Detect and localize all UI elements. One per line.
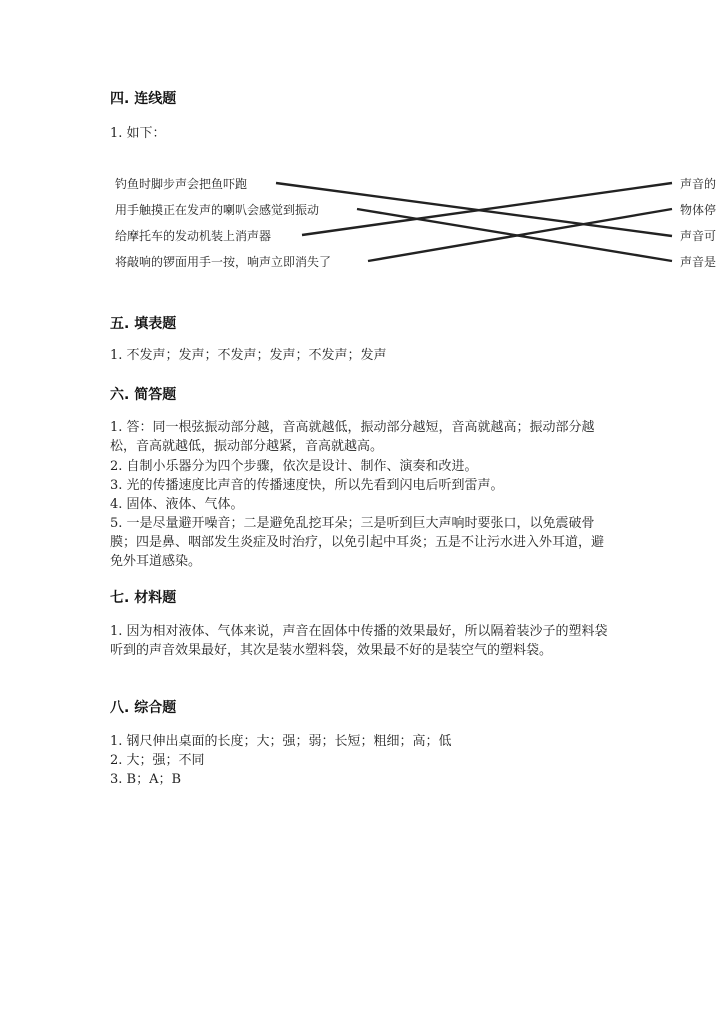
section-8-item-3: 3. B；A；B — [110, 772, 182, 787]
left-item-1: 钓鱼时脚步声会把鱼吓跑 — [115, 177, 248, 191]
section-5-item-1: 1. 不发声；发声；不发声；发声；不发声；发声 — [110, 348, 387, 363]
section-6-item-3: 3. 光的传播速度比声音的传播速度快，所以先看到闪电后听到雷声。 — [110, 478, 504, 493]
section-4-item-1: 1. 如下： — [110, 126, 166, 141]
matching-diagram — [0, 168, 720, 278]
section-6-item-2: 2. 自制小乐器分为四个步骤，依次是设计、制作、演奏和改进。 — [110, 459, 478, 474]
right-item-2: 物体停 — [680, 203, 717, 217]
right-item-3: 声音可 — [680, 229, 717, 243]
section-4-title: 四. 连线题 — [110, 91, 177, 107]
section-7-title: 七. 材料题 — [110, 590, 177, 606]
section-6-item-4: 4. 固体、液体、气体。 — [110, 497, 244, 512]
section-6-title: 六. 简答题 — [110, 387, 177, 403]
section-6-item-1: 1. 答：同一根弦振动部分越，音高就越低，振动部分越短，音高就越高；振动部分越松，音高就越低，振动部分越紧，音高就越高。 — [110, 420, 595, 454]
section-8-title: 八. 综合题 — [110, 700, 177, 716]
left-item-4: 将敲响的锣面用手一按，响声立即消失了 — [115, 255, 332, 269]
left-item-3: 给摩托车的发动机装上消声器 — [115, 229, 272, 243]
section-8-item-2: 2. 大；强；不同 — [110, 753, 205, 768]
section-7-item-1: 1. 因为相对液体、气体来说，声音在固体中传播的效果最好，所以隔着装沙子的塑料袋听到的声音效果最好，其次是装水塑料袋，效果最不好的是装空气的塑料袋。 — [110, 624, 608, 658]
left-item-2: 用手触摸正在发声的喇叭会感觉到振动 — [115, 203, 320, 217]
section-6-item-5: 5. 一是尽量避开噪音；二是避免乱挖耳朵；三是听到巨大声响时要张口，以免震破骨膜；四是鼻、咽部发生炎症及时治疗，以免引起中耳炎；五是不让污水进入外耳道，避免外耳道感染。 — [110, 516, 605, 569]
right-item-4: 声音是 — [680, 255, 717, 269]
section-8-item-1: 1. 钢尺伸出桌面的长度；大；强；弱；长短；粗细；高；低 — [110, 734, 452, 749]
right-item-1: 声音的 — [680, 177, 717, 191]
section-5-title: 五. 填表题 — [110, 316, 177, 332]
